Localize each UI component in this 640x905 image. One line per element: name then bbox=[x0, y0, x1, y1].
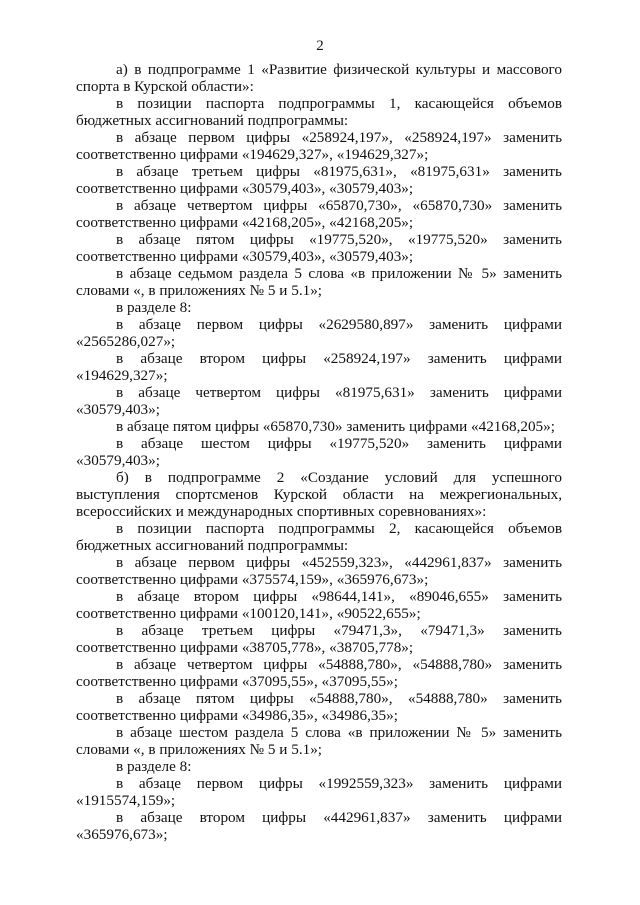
paragraph: а) в подпрограмме 1 «Развитие физической культуры и массового спорта в Курской области»: bbox=[76, 61, 562, 95]
paragraph: в абзаце третьем цифры «81975,631», «81975,631» заменить соответственно цифрами «30579,403», «30579,403»; bbox=[76, 163, 562, 197]
paragraph: б) в подпрограмме 2 «Создание условий для успешного выступления спортсменов Курской области на межрегиональных, всероссийских и международных спортивных соревнованиях»: bbox=[76, 469, 562, 520]
paragraph: в абзаце третьем цифры «79471,3», «79471,3» заменить соответственно цифрами «38705,778», «38705,778»; bbox=[76, 622, 562, 656]
paragraph: в абзаце седьмом раздела 5 слова «в приложении № 5» заменить словами «, в приложениях № 5 и 5.1»; bbox=[76, 265, 562, 299]
paragraph: в абзаце четвертом цифры «54888,780», «54888,780» заменить соответственно цифрами «37095,55», «37095,55»; bbox=[76, 656, 562, 690]
paragraph: в разделе 8: bbox=[116, 758, 192, 775]
paragraph: в абзаце пятом цифры «54888,780», «54888,780» заменить соответственно цифрами «34986,35», «34986,35»; bbox=[76, 690, 562, 724]
paragraph: в абзаце первом цифры «1992559,323» заменить цифрами «1915574,159»; bbox=[76, 775, 562, 809]
paragraph: в абзаце шестом цифры «19775,520» заменить цифрами «30579,403»; bbox=[76, 435, 562, 469]
paragraph: в абзаце первом цифры «452559,323», «442961,837» заменить соответственно цифрами «375574,159», «365976,673»; bbox=[76, 554, 562, 588]
paragraph: в позиции паспорта подпрограммы 2, касающейся объемов бюджетных ассигнований подпрограммы: bbox=[76, 520, 562, 554]
paragraph: в абзаце четвертом цифры «65870,730», «65870,730» заменить соответственно цифрами «42168,205», «42168,205»; bbox=[76, 197, 562, 231]
paragraph: в абзаце четвертом цифры «81975,631» заменить цифрами «30579,403»; bbox=[76, 384, 562, 418]
paragraph: в абзаце втором цифры «258924,197» заменить цифрами «194629,327»; bbox=[76, 350, 562, 384]
paragraph: в абзаце втором цифры «442961,837» заменить цифрами «365976,673»; bbox=[76, 809, 562, 843]
document-body bbox=[76, 61, 562, 843]
paragraph: в абзаце первом цифры «258924,197», «258924,197» заменить соответственно цифрами «194629,327», «194629,327»; bbox=[76, 129, 562, 163]
paragraph: в абзаце пятом цифры «19775,520», «19775,520» заменить соответственно цифрами «30579,403», «30579,403»; bbox=[76, 231, 562, 265]
paragraph: в абзаце пятом цифры «65870,730» заменить цифрами «42168,205»; bbox=[116, 418, 555, 435]
paragraph: в позиции паспорта подпрограммы 1, касающейся объемов бюджетных ассигнований подпрограммы: bbox=[76, 95, 562, 129]
paragraph: в разделе 8: bbox=[116, 299, 192, 316]
paragraph: в абзаце шестом раздела 5 слова «в приложении № 5» заменить словами «, в приложениях № 5 и 5.1»; bbox=[76, 724, 562, 758]
page-number: 2 bbox=[316, 38, 324, 54]
paragraph: в абзаце первом цифры «2629580,897» заменить цифрами «2565286,027»; bbox=[76, 316, 562, 350]
paragraph: в абзаце втором цифры «98644,141», «89046,655» заменить соответственно цифрами «100120,141», «90522,655»; bbox=[76, 588, 562, 622]
